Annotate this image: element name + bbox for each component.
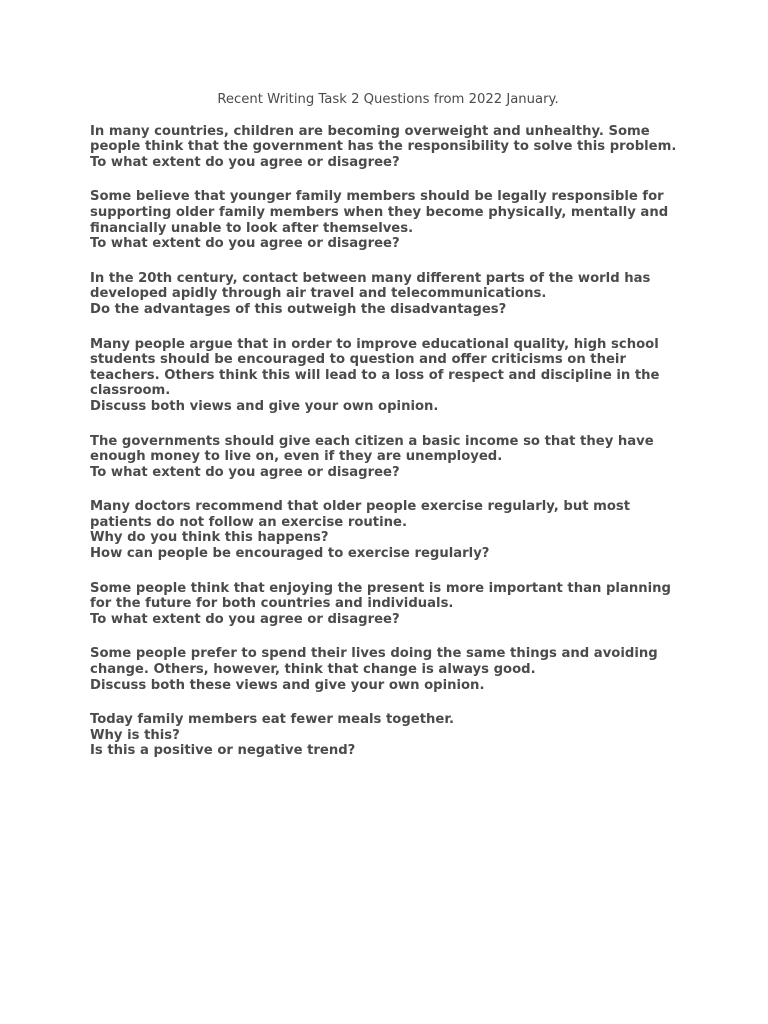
question-line: change. Others, however, think that change is always good. (90, 662, 536, 678)
question-line: Discuss both these views and give your own opinion. (90, 677, 485, 693)
question-line: Discuss both views and give your own opinion. (90, 398, 439, 414)
question-line: supporting older family members when they become physically, mentally and (90, 204, 669, 220)
question-line: students should be encouraged to question and offer criticisms on their (90, 352, 626, 368)
question-block (90, 189, 690, 251)
question-block (90, 271, 690, 318)
question-line: Some believe that younger family members should be legally responsible for (90, 189, 664, 205)
question-line: How can people be encouraged to exercise regularly? (90, 546, 490, 562)
question-line: Why do you think this happens? (90, 530, 329, 546)
question-line: In many countries, children are becoming overweight and unhealthy. Some (90, 123, 650, 139)
document-page (90, 92, 690, 778)
question-line: teachers. Others think this will lead to a loss of respect and discipline in the (90, 367, 660, 383)
question-block (90, 337, 690, 415)
question-line: people think that the government has the responsibility to solve this problem. (90, 139, 677, 155)
question-block (90, 712, 690, 759)
question-line: classroom. (90, 383, 171, 399)
question-list (90, 124, 690, 759)
question-block (90, 646, 690, 693)
question-line: Do the advantages of this outweigh the disadvantages? (90, 301, 507, 317)
question-line: Today family members eat fewer meals together. (90, 712, 454, 728)
question-line: To what extent do you agree or disagree? (90, 464, 400, 480)
question-block (90, 499, 690, 561)
question-line: Some people prefer to spend their lives doing the same things and avoiding (90, 646, 658, 662)
question-line: Is this a positive or negative trend? (90, 743, 356, 759)
question-line: To what extent do you agree or disagree? (90, 236, 400, 252)
question-line: financially unable to look after themselves. (90, 220, 414, 236)
question-line: developed apidly through air travel and telecommunications. (90, 286, 547, 302)
document-title: Recent Writing Task 2 Questions from 2022 January. (217, 92, 559, 107)
question-line: patients do not follow an exercise routine. (90, 514, 407, 530)
question-block (90, 581, 690, 628)
question-line: for the future for both countries and individuals. (90, 596, 454, 612)
question-line: Some people think that enjoying the present is more important than planning (90, 580, 671, 596)
question-block (90, 124, 690, 171)
question-line: Many doctors recommend that older people exercise regularly, but most (90, 499, 631, 515)
question-line: Many people argue that in order to improve educational quality, high school (90, 336, 659, 352)
question-line: The governments should give each citizen a basic income so that they have (90, 433, 654, 449)
question-block (90, 434, 690, 481)
question-line: Why is this? (90, 727, 180, 743)
question-line: To what extent do you agree or disagree? (90, 154, 400, 170)
question-line: In the 20th century, contact between many different parts of the world has (90, 270, 651, 286)
question-line: enough money to live on, even if they are unemployed. (90, 449, 503, 465)
question-line: To what extent do you agree or disagree? (90, 611, 400, 627)
